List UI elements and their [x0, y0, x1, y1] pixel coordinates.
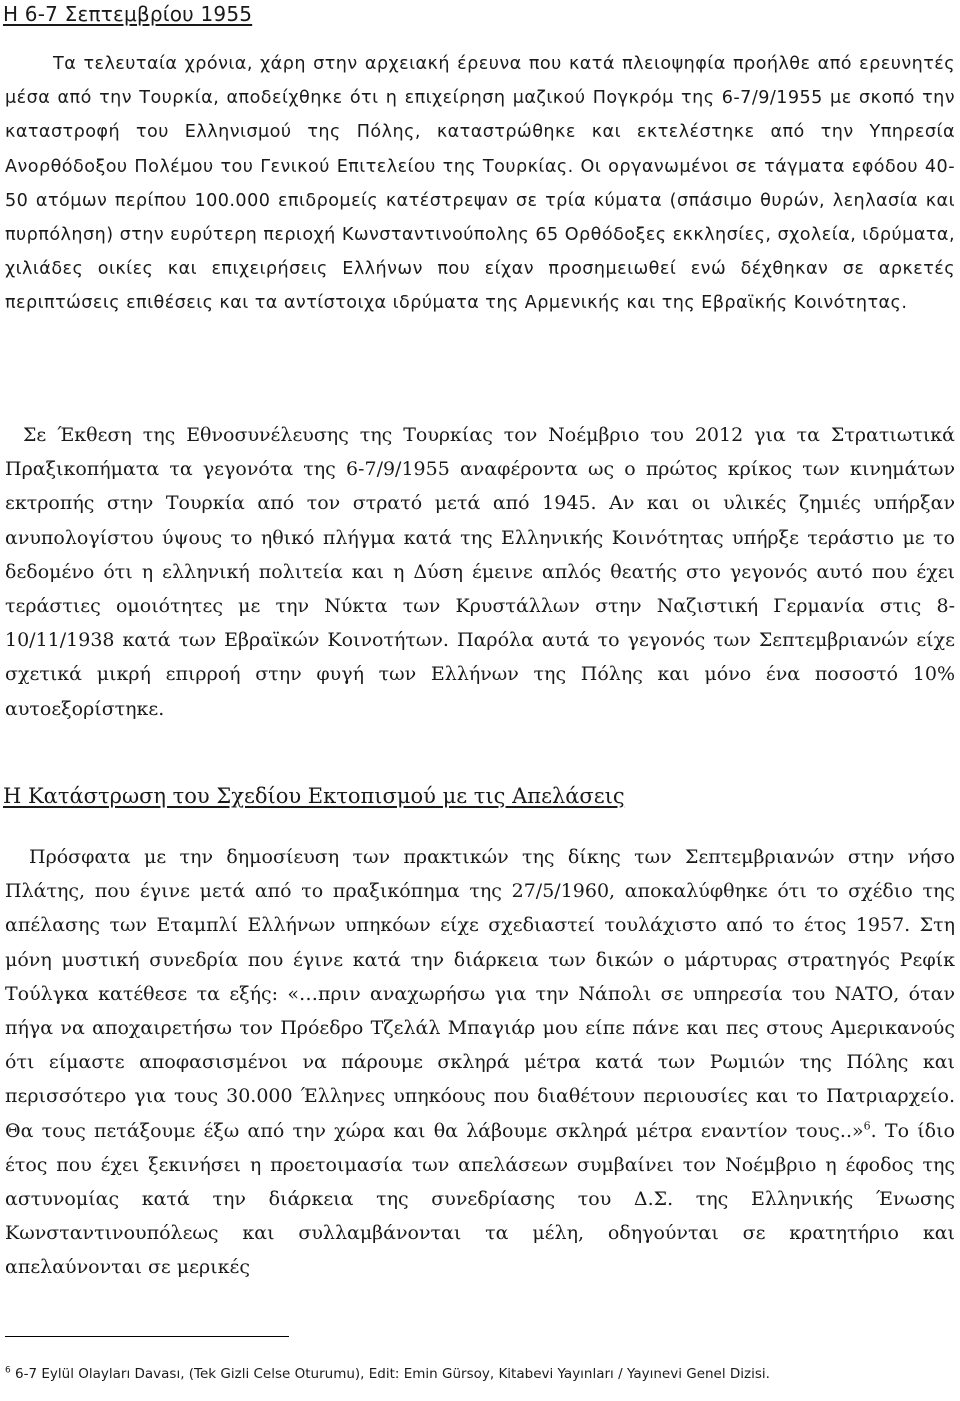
section-heading-september-events: Η 6-7 Σεπτεμβρίου 1955 [3, 2, 253, 26]
paragraph-deportation-plan [5, 840, 955, 1285]
footnote-text: 6-7 Eylül Olayları Davası, (Tek Gizli Celse Oturumu), Edit: Emin Gürsoy, Kitabevi Yayınları / Yayınevi Genel Dizisi. [10, 1366, 770, 1382]
paragraph-pogrom-research: Τα τελευταία χρόνια, χάρη στην αρχειακή έρευνα που κατά πλειοψηφία προήλθε από ερευνητές μέσα από την Τουρκία, αποδείχθηκε ότι η επιχείρηση μαζικού Πογκρόμ της 6-7/9/1955 με σκοπό την καταστροφή του Ελληνισμού της Πόλης, καταστρώθηκε και εκτελέστηκε από την Υπηρεσία Ανορθόδοξου Πολέμου του Γενικού Επιτελείου της Τουρκίας. Οι οργανωμένοι σε τάγματα εφόδου 40-50 ατόμων περίπου 100.000 επιδρομείς κατέστρεψαν σε τρία κύματα (σπάσιμο θυρών, λεηλασία και πυρπόληση) στην ευρύτερη περιοχή Κωνσταντινούπολης 65 Ορθόδοξες εκκλησίες, σχολεία, ιδρύματα, χιλιάδες οικίες και επιχειρήσεις Ελλήνων που είχαν προσημειωθεί ενώ δέχθηκαν σε αρκετές περιπτώσεις επιθέσεις και τα αντίστοιχα ιδρύματα της Αρμενικής και της Εβραϊκής Κοινότητας. [5, 54, 955, 314]
paragraph-deportation-text-a: Πρόσφατα με την δημοσίευση των πρακτικών της δίκης των Σεπτεμβριανών στην νήσο Πλάτης, που έγινε μετά από το πραξικόπημα της 27/5/1960, αποκαλύφθηκε ότι το σχέδιο της απέλασης των Εταμπλί Ελλήνων υπηκόων είχε σχεδιαστεί τουλάχιστο από το έτος 1957. Στη μόνη μυστική συνεδρία που έγινε κατά την διάρκεια των δικών ο μάρτυρας στρατηγός Ρεφίκ Τούλγκα κατέθεσε τα εξής: «…πριν αναχωρήσω για την Νάπολι σε υπηρεσία του ΝΑΤΟ, όταν πήγα να αποχαιρετήσω τον Πρόεδρο Τζελάλ Μπαγιάρ μου είπε πάνε και πες στους Αμερικανούς ότι είμαστε αποφασισμένοι να πάρουμε σκληρά μέτρα κατά των Ρωμιών της Πόλης και περισσότερο για τους 30.000 Έλληνες υπηκόους που διαθέτουν περιουσίες και το Πατριαρχείο. Θα τους πετάξουμε έξω από την χώρα και θα λάβουμε σκληρά μέτρα εναντίον τους..» [5, 846, 955, 1142]
footnote-separator [5, 1336, 289, 1337]
section-heading-deportation-plan: Η Κατάστρωση του Σχεδίου Εκτοπισμού με τις Απελάσεις [3, 784, 625, 808]
paragraph-deportation-text-b: . Το ίδιο έτος που έχει ξεκινήσει η προετοιμασία των απελάσεων συμβαίνει τον Νοέμβριο η έφοδος της αστυνομίας κατά την διάρκεια της συνεδρίασης του Δ.Σ. της Ελληνικής Ένωσης Κωνσταντινουπόλεως και συλλαμβάνονται τα μέλη, οδηγούνται σε κρατητήριο και απελαύνονται σε μερικές [5, 1119, 955, 1279]
paragraph-parliament-report: Σε Έκθεση της Εθνοσυνέλευσης της Τουρκίας τον Νοέμβριο του 2012 για τα Στρατιωτικά Πραξικοπήματα τα γεγονότα της 6-7/9/1955 αναφέροντα ως ο πρώτος κρίκος των κινημάτων εκτροπής στην Τουρκία από τον στρατό μετά από 1945. Αν και οι υλικές ζημιές υπήρξαν ανυπολογίστου ύψους το ηθικό πλήγμα κατά της Ελληνικής Κοινότητας υπήρξε τεράστιο με το δεδομένο ότι η ελληνική πολιτεία και η Δύση έμεινε απλός θεατής στο γεγονός αυτό που έχει τεράστιες ομοιότητες με την Νύκτα των Κρυστάλλων στην Ναζιστική Γερμανία στις 8-10/11/1938 κατά των Εβραϊκών Κοινοτήτων. Παρόλα αυτά το γεγονός των Σεπτεμβριανών είχε σχετικά μικρή επιρροή στην φυγή των Ελλήνων της Πόλης και μόνο ένα ποσοστό 10% αυτοεξορίστηκε. [5, 424, 955, 720]
footnote-number: 6 [5, 1365, 11, 1376]
footnote [5, 1364, 770, 1384]
footnote-reference[interactable]: 6 [863, 1119, 871, 1133]
